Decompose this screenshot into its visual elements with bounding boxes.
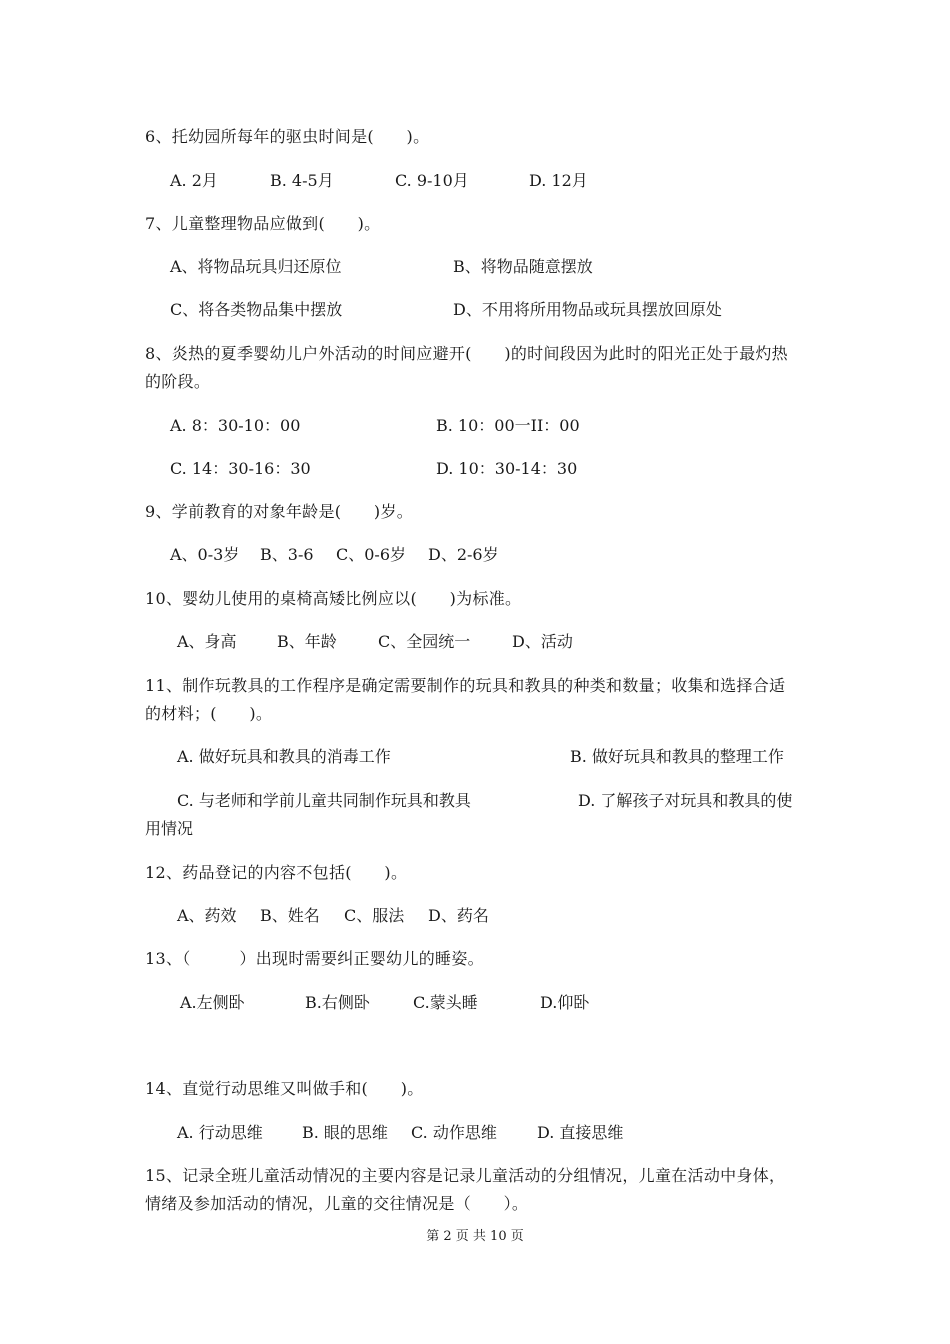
question-10-option-c: C、全园统一: [378, 632, 471, 651]
question-12-option-d: D、药名: [428, 906, 489, 925]
question-11-stem-line-1: 11、制作玩教具的工作程序是确定需要制作的玩具和教具的种类和数量；收集和选择合适: [145, 676, 786, 695]
question-11-option-b: B. 做好玩具和教具的整理工作: [570, 747, 784, 766]
page-number-footer: 第 2 页 共 10 页: [426, 1229, 524, 1244]
question-7-option-c: C、将各类物品集中摆放: [170, 300, 343, 319]
question-13-option-d: D.仰卧: [540, 993, 590, 1012]
question-13-option-b: B.右侧卧: [305, 993, 370, 1012]
question-8-option-d: D. 10：30-14：30: [436, 459, 578, 478]
question-11-option-d-continued: 用情况: [145, 819, 194, 838]
question-8-option-a: A. 8：30-10：00: [170, 416, 301, 435]
question-10-stem: 10、婴幼儿使用的桌椅高矮比例应以( )为标准。: [145, 589, 522, 608]
question-13-stem: 13、（ ）出现时需要纠正婴幼儿的睡姿。: [145, 949, 484, 968]
question-7-option-b: B、将物品随意摆放: [453, 257, 593, 276]
question-9-option-a: A、0-3岁: [170, 545, 240, 564]
question-7-option-d: D、不用将所用物品或玩具摆放回原处: [453, 300, 722, 319]
question-15-stem-line-1: 15、记录全班儿童活动情况的主要内容是记录儿童活动的分组情况，儿童在活动中身体，: [145, 1166, 786, 1185]
question-7-option-a: A、将物品玩具归还原位: [170, 257, 342, 276]
question-8-stem-line-1: 8、炎热的夏季婴幼儿户外活动的时间应避开( )的时间段因为此时的阳光正处于最灼热: [145, 344, 788, 363]
question-6-option-a: A. 2月: [170, 171, 218, 190]
question-13-option-a: A.左侧卧: [180, 993, 245, 1012]
question-11-option-c: C. 与老师和学前儿童共同制作玩具和教具: [177, 791, 471, 810]
question-14-stem: 14、直觉行动思维又叫做手和( )。: [145, 1079, 424, 1098]
question-10-option-b: B、年龄: [277, 632, 337, 651]
question-6-stem: 6、托幼园所每年的驱虫时间是( )。: [145, 127, 430, 146]
question-6-option-b: B. 4-5月: [270, 171, 334, 190]
question-11-stem-line-2: 的材料；( )。: [145, 704, 273, 723]
question-12-stem: 12、药品登记的内容不包括( )。: [145, 863, 408, 882]
question-6-option-c: C. 9-10月: [395, 171, 469, 190]
question-9-stem: 9、学前教育的对象年龄是( )岁。: [145, 502, 414, 521]
question-11-option-d: D. 了解孩子对玩具和教具的使: [578, 791, 793, 810]
question-14-option-b: B. 眼的思维: [302, 1123, 388, 1142]
question-12-option-b: B、姓名: [260, 906, 320, 925]
question-14-option-a: A. 行动思维: [177, 1123, 263, 1142]
question-9-option-b: B、3-6: [260, 545, 314, 564]
question-9-option-d: D、2-6岁: [428, 545, 499, 564]
question-14-option-d: D. 直接思维: [537, 1123, 624, 1142]
question-12-option-a: A、药效: [177, 906, 237, 925]
question-8-stem-line-2: 的阶段。: [145, 372, 211, 391]
question-15-stem-line-2: 情绪及参加活动的情况，儿童的交往情况是（ ）。: [145, 1194, 529, 1213]
question-11-option-a: A. 做好玩具和教具的消毒工作: [177, 747, 391, 766]
question-10-option-d: D、活动: [512, 632, 573, 651]
question-7-stem: 7、儿童整理物品应做到( )。: [145, 214, 381, 233]
question-8-option-b: B. 10：00一II：00: [436, 416, 580, 435]
question-14-option-c: C. 动作思维: [411, 1123, 497, 1142]
question-10-option-a: A、身高: [177, 632, 237, 651]
question-12-option-c: C、服法: [344, 906, 405, 925]
question-8-option-c: C. 14：30-16：30: [170, 459, 311, 478]
question-9-option-c: C、0-6岁: [336, 545, 407, 564]
question-13-option-c: C.蒙头睡: [413, 993, 478, 1012]
question-6-option-d: D. 12月: [529, 171, 588, 190]
